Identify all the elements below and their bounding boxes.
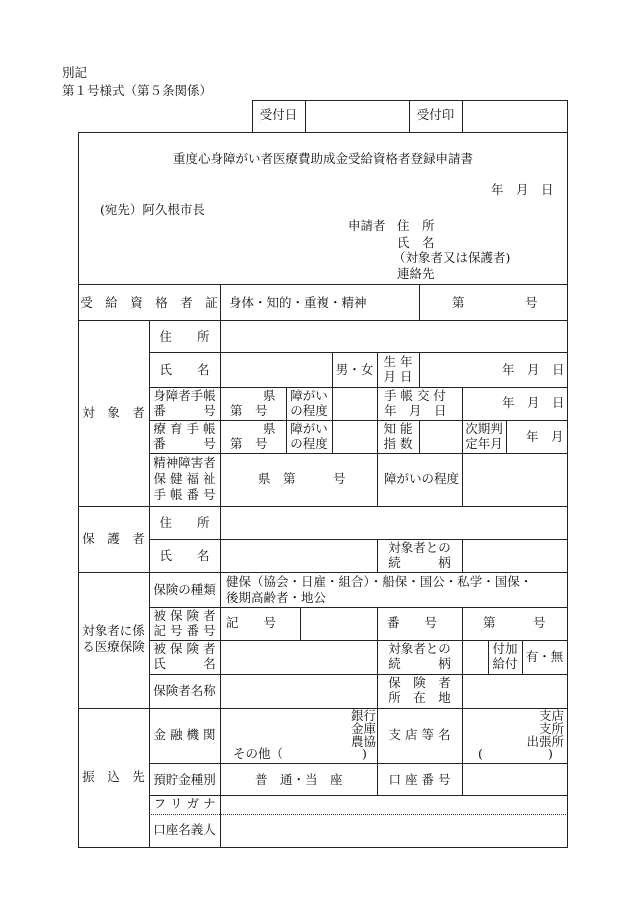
bank-type-kinko: 金庫: [350, 721, 376, 736]
guardian-name-label: 氏 名: [159, 548, 210, 563]
ins-relation-l1: 対象者との: [388, 641, 451, 656]
phys-ken: 県: [263, 388, 276, 403]
ryo-dai-go: 第 号: [230, 436, 268, 451]
ins-number: 番 号: [387, 615, 438, 630]
insurance-type-label: 保険の種類: [153, 582, 216, 597]
ins-symnum-l1: 被 保 険 者: [153, 608, 216, 623]
insurer-address-l2: 所 在 地: [388, 690, 451, 705]
bank-other: その他（: [233, 746, 284, 761]
furigana-label: フ リ ガ ナ: [153, 796, 216, 811]
form-number: 第１号様式（第５条関係）: [62, 83, 213, 98]
birth-ymd: 年 月 日: [502, 362, 565, 377]
sex-options: 男・女: [335, 362, 374, 377]
mental-number: 県 第 号: [258, 471, 346, 486]
mental-handbook-l2: 保 健 福 祉: [153, 471, 216, 486]
ins-go: 号: [533, 615, 546, 630]
ryo-ken: 県: [263, 421, 276, 436]
bank-type-noukyou: 農協: [350, 734, 376, 749]
ins-name-l1: 被 保 険 者: [153, 641, 216, 656]
guardian-relation-l2: 続 柄: [388, 555, 451, 570]
insurance-label-l1: 対象者に係: [82, 623, 145, 638]
bank-other-close: ): [362, 746, 367, 761]
birth-label-l2: 月 日: [383, 369, 413, 384]
insurer-name-label: 保険者名称: [153, 683, 216, 698]
branch-close-paren: ): [548, 746, 553, 761]
branch-type-shisho: 支所: [538, 721, 564, 736]
ins-symnum-l2: 記 号 番 号: [153, 623, 216, 638]
applicant-contact-label: 連絡先: [397, 266, 435, 281]
eligibility-dai: 第: [452, 295, 465, 310]
ins-name-l2: 氏 名: [153, 656, 216, 671]
iq-l1: 知 能: [383, 421, 413, 436]
account-holder-label: 口座名義人: [153, 822, 216, 837]
ins-symbol: 記 号: [226, 615, 277, 630]
insurance-types-l1: 健保（協会・日雇・組合）・船保・国公・私学・国保・: [226, 574, 533, 589]
birth-label-l1: 生 年: [383, 354, 413, 369]
mental-degree: 障がいの程度: [384, 471, 460, 486]
phys-handbook-l2: 番 号: [153, 403, 216, 418]
issue-ymd: 年 月 日: [502, 395, 565, 410]
ryo-degree-l1: 障がい: [290, 421, 328, 436]
mental-handbook-l1: 精神障害者: [153, 455, 216, 470]
iq-l2: 指 数: [383, 436, 413, 451]
guardian-address-label: 住 所: [159, 515, 210, 530]
ryo-handbook-l2: 番 号: [153, 436, 216, 451]
guardian-relation-l1: 対象者との: [388, 540, 451, 555]
phys-degree-l2: の程度: [290, 403, 328, 418]
phys-dai-go: 第 号: [230, 403, 268, 418]
branch-open-paren: (: [478, 746, 483, 761]
issue-date-l2: 年 月 日: [384, 403, 447, 418]
applicant-note: （対象者又は保護者): [393, 250, 511, 265]
mental-handbook-l3: 手 帳 番 号: [153, 487, 216, 502]
next-judge-ym: 年 月: [526, 429, 564, 444]
subject-label: 対 象 者: [82, 405, 145, 420]
ins-dai: 第: [483, 615, 496, 630]
phys-degree-l1: 障がい: [290, 388, 328, 403]
ryo-degree-l2: の程度: [290, 436, 328, 451]
application-date: 年 月 日: [491, 182, 554, 197]
fuka-l2: 給付: [492, 656, 518, 671]
applicant-label: 申請者: [348, 218, 386, 233]
subject-address-label: 住 所: [159, 329, 210, 344]
bank-label: 金 融 機 関: [153, 727, 216, 742]
applicant-address-label: 住 所: [397, 218, 435, 233]
eligibility-go: 号: [525, 295, 538, 310]
fuka-l1: 付加: [492, 641, 518, 656]
next-judge-l1: 次期判: [465, 421, 503, 436]
branch-type-shiten: 支店: [538, 708, 564, 723]
ins-relation-l2: 続 柄: [388, 656, 451, 671]
ryo-handbook-l1: 療 育 手 帳: [153, 421, 216, 436]
receipt-seal-label: 受付印: [416, 107, 455, 122]
receipt-date-label: 受付日: [259, 107, 298, 122]
addressee: (宛先）阿久根市長: [100, 202, 205, 217]
guardian-label: 保 護 者: [82, 531, 145, 546]
issue-date-l1: 手 帳 交 付: [384, 388, 446, 403]
fuka-yes-no: 有・無: [525, 649, 564, 664]
eligibility-label: 受 給 資 格 者 証: [80, 295, 218, 310]
annex-label: 別記: [62, 65, 88, 80]
account-number-label: 口 座 番 号: [388, 772, 451, 787]
subject-name-label: 氏 名: [159, 362, 210, 377]
insurance-label-l2: る医療保険: [82, 639, 145, 654]
deposit-types: 普 通・当 座: [255, 772, 343, 787]
form-title: 重度心身障がい者医療費助成金受給資格者登録申請書: [172, 151, 473, 166]
applicant-name-label: 氏 名: [397, 235, 435, 250]
branch-type-shutchoujo: 出張所: [526, 734, 564, 749]
bank-type-ginkou: 銀行: [350, 708, 376, 723]
next-judge-l2: 定年月: [465, 436, 503, 451]
branch-label: 支 店 等 名: [388, 727, 451, 742]
insurance-types-l2: 後期高齢者・地公: [226, 590, 327, 605]
eligibility-types: 身体・知的・重複・精神: [229, 295, 367, 310]
phys-handbook-l1: 身障者手帳: [153, 388, 216, 403]
deposit-type-label: 預貯金種別: [153, 772, 216, 787]
transfer-label: 振 込 先: [82, 769, 145, 784]
insurer-address-l1: 保 険 者: [388, 675, 451, 690]
